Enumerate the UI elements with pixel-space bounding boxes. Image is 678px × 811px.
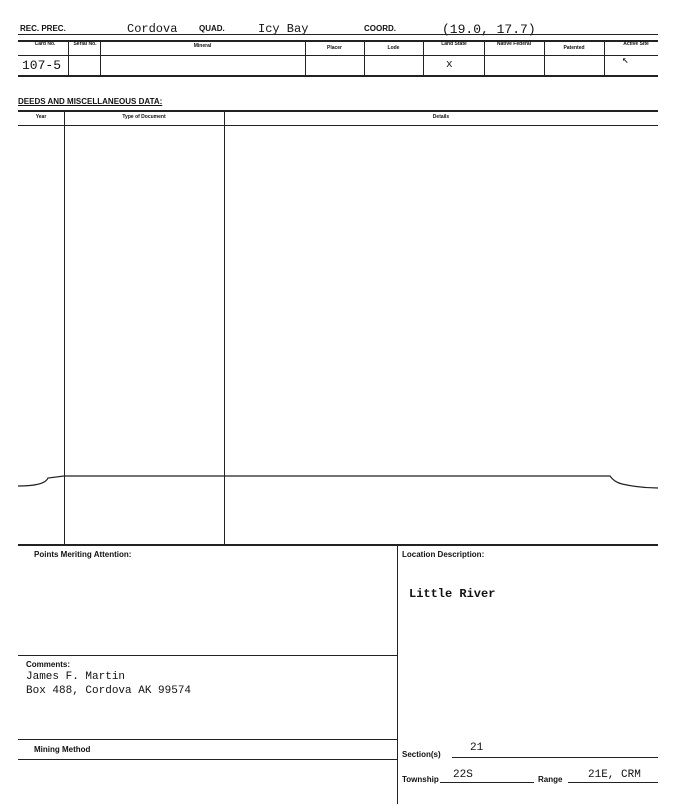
comments-line2: Box 488, Cordova AK 99574 <box>26 685 192 697</box>
card-no-value: 107-5 <box>22 58 62 73</box>
header-line-mid <box>18 40 658 42</box>
col-active-site: Active Site <box>623 41 649 47</box>
col-native-federal: Native Federal <box>496 41 532 47</box>
mining-line-bottom <box>18 759 397 760</box>
rec-prec-value: Cordova <box>127 22 178 36</box>
quad-label: QUAD. <box>199 24 225 33</box>
mining-line <box>18 739 397 740</box>
quad-value: Icy Bay <box>258 22 309 36</box>
col-divider-6 <box>484 40 485 75</box>
rec-prec-label: REC. PREC. <box>20 24 66 33</box>
section-underline <box>452 757 658 758</box>
page-crease <box>0 466 678 496</box>
comments-line1: James F. Martin <box>26 671 126 683</box>
deeds-line-top <box>18 110 658 112</box>
location-value: Little River <box>409 587 496 601</box>
points-label: Points Meriting Attention: <box>34 550 132 559</box>
col-lode: Lode <box>387 45 400 51</box>
header-line-sub <box>18 55 658 56</box>
col-card-no: Card No. <box>34 41 56 47</box>
township-underline <box>440 782 534 783</box>
col-patented: Patented <box>563 45 585 51</box>
mining-label: Mining Method <box>34 745 91 754</box>
col-placer: Placer <box>326 45 342 51</box>
range-underline <box>568 782 658 783</box>
coord-value: (19.0, 17.7) <box>442 22 536 37</box>
comments-line <box>18 655 397 656</box>
col-mineral: Mineral <box>193 43 212 49</box>
bottom-line-top <box>18 544 658 546</box>
section-value: 21 <box>470 742 484 754</box>
col-divider-5 <box>423 40 424 75</box>
range-value: 21E, CRM <box>588 769 641 781</box>
section-label: Section(s) <box>402 750 441 759</box>
location-label: Location Description: <box>402 550 485 559</box>
deeds-col-type: Type of Document <box>122 114 166 120</box>
coord-label: COORD. <box>364 24 396 33</box>
deeds-line-header <box>18 125 658 126</box>
col-land-state: Land State <box>441 41 467 47</box>
active-site-mark: ↖ <box>622 55 629 67</box>
header-line-bottom <box>18 75 658 77</box>
col-divider-8 <box>604 40 605 75</box>
deeds-col-year: Year <box>35 114 47 120</box>
deeds-title: DEEDS AND MISCELLANEOUS DATA: <box>18 97 163 106</box>
col-divider-1 <box>68 40 69 75</box>
township-label: Township <box>402 775 439 784</box>
township-value: 22S <box>453 769 473 781</box>
comments-label: Comments: <box>26 660 71 669</box>
land-state-mark: x <box>446 59 453 71</box>
header-line-top <box>18 34 658 35</box>
bottom-divider <box>397 544 398 804</box>
deeds-col-details: Details <box>432 114 450 120</box>
col-serial-no: Serial No. <box>73 41 97 47</box>
range-label: Range <box>538 775 563 784</box>
